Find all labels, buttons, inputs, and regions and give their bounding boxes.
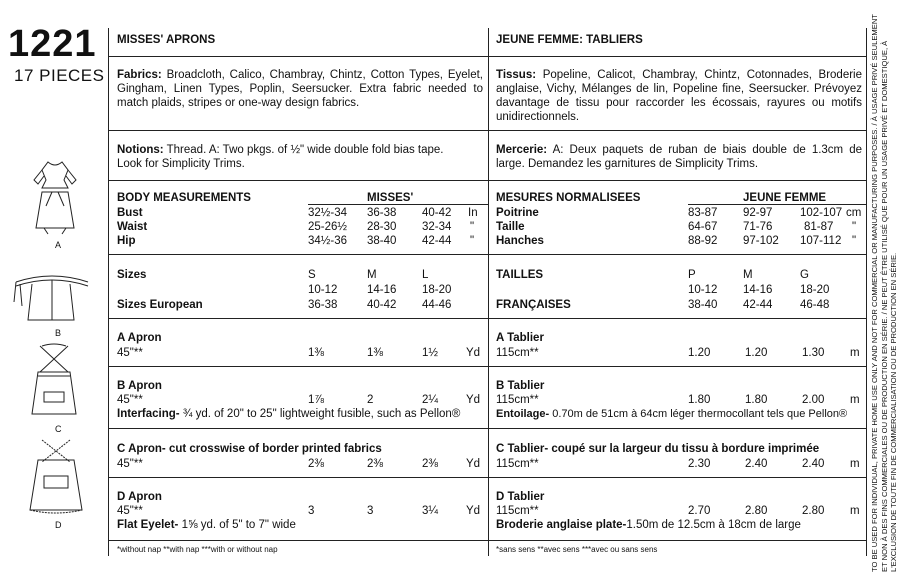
fr-body-header: MESURES NORMALISEES xyxy=(496,192,641,204)
en-d-1: 3 xyxy=(308,505,315,517)
fr-euro-2: 42-44 xyxy=(743,299,773,311)
pieces-count: 17 PIECES xyxy=(14,66,105,85)
en-a-3: 1½ xyxy=(422,347,438,359)
en-bust-2: 36-38 xyxy=(367,207,397,219)
en-hip-unit: " xyxy=(470,235,475,247)
fr-b-2: 1.80 xyxy=(745,394,768,406)
fr-c-width: 115cm** xyxy=(496,458,539,470)
fr-waist-3: 81-87 xyxy=(804,221,834,233)
divider xyxy=(109,477,488,478)
divider xyxy=(489,254,866,255)
apron-c-illustration xyxy=(18,342,90,422)
en-waist-2: 28-30 xyxy=(367,221,397,233)
en-b-label: B Apron xyxy=(117,380,162,392)
fr-bust-label: Poitrine xyxy=(496,207,539,219)
en-b-2: 2 xyxy=(367,394,374,406)
fr-a-2: 1.20 xyxy=(745,347,768,359)
fr-size-p: P xyxy=(688,269,696,281)
fr-d-eyelet: Broderie anglaise plate-1.50m de 12.5cm à 18cm de large xyxy=(496,519,801,531)
divider xyxy=(489,180,866,181)
en-c-label: C Apron- cut crosswise of border printed fabrics xyxy=(117,443,382,455)
en-bust-1: 32½-34 xyxy=(308,207,348,219)
divider xyxy=(489,477,866,478)
fr-b-1: 1.80 xyxy=(688,394,711,406)
divider xyxy=(489,130,866,131)
divider xyxy=(109,366,488,367)
en-bust-unit: In xyxy=(468,207,478,219)
en-size-s: S xyxy=(308,269,316,281)
apron-b-illustration xyxy=(12,262,92,324)
en-bust-label: Bust xyxy=(117,207,143,219)
en-bust-3: 40-42 xyxy=(422,207,452,219)
en-size-m: M xyxy=(367,269,377,281)
fr-c-unit: m xyxy=(850,458,860,470)
fr-d-3: 2.80 xyxy=(802,505,825,517)
fr-a-label: A Tablier xyxy=(496,332,544,344)
en-d-3: 3¼ xyxy=(422,505,438,517)
fr-bust-unit: cm xyxy=(846,207,862,219)
en-size-num-3: 18-20 xyxy=(422,284,452,296)
divider xyxy=(109,254,488,255)
divider xyxy=(109,130,488,131)
en-sizes-euro-label: Sizes European xyxy=(117,299,203,311)
fr-waist-2: 71-76 xyxy=(743,221,773,233)
en-d-2: 3 xyxy=(367,505,374,517)
fr-b-unit: m xyxy=(850,394,860,406)
en-d-eyelet: Flat Eyelet- 1⅝ yd. of 5" to 7" wide xyxy=(117,519,296,531)
en-euro-3: 44-46 xyxy=(422,299,452,311)
en-a-width: 45"** xyxy=(117,347,143,359)
fr-d-1: 2.70 xyxy=(688,505,711,517)
fr-sizes-euro-label: FRANÇAISES xyxy=(496,299,571,311)
en-a-unit: Yd xyxy=(466,347,481,359)
en-body-header: BODY MEASUREMENTS xyxy=(117,192,251,204)
en-a-label: A Apron xyxy=(117,332,162,344)
fr-euro-3: 46-48 xyxy=(800,299,830,311)
divider xyxy=(489,366,866,367)
divider xyxy=(688,204,866,205)
fr-size-num-1: 10-12 xyxy=(688,284,718,296)
fr-c-3: 2.40 xyxy=(802,458,825,470)
fr-a-width: 115cm** xyxy=(496,347,539,359)
divider xyxy=(308,204,488,205)
en-d-unit: Yd xyxy=(466,505,481,517)
en-hip-3: 42-44 xyxy=(422,235,452,247)
divider xyxy=(109,428,488,429)
fr-b-label: B Tablier xyxy=(496,380,545,392)
en-euro-1: 36-38 xyxy=(308,299,338,311)
en-size-num-1: 10-12 xyxy=(308,284,338,296)
fr-euro-1: 38-40 xyxy=(688,299,718,311)
fr-d-width: 115cm** xyxy=(496,505,539,517)
en-size-l: L xyxy=(422,269,429,281)
divider xyxy=(109,56,488,57)
fr-c-label: C Tablier- coupé sur la largeur du tissu à bordure imprimée xyxy=(496,443,820,455)
pattern-number: 1221 xyxy=(8,23,97,65)
fr-size-num-2: 14-16 xyxy=(743,284,773,296)
divider xyxy=(109,318,488,319)
fr-a-1: 1.20 xyxy=(688,347,711,359)
fr-waist-label: Taille xyxy=(496,221,525,233)
en-c-width: 45"** xyxy=(117,458,143,470)
en-hip-2: 38-40 xyxy=(367,235,397,247)
en-c-3: 2⅜ xyxy=(422,458,438,470)
usage-disclaimer: TO BE USED FOR INDIVIDUAL, PRIVATE HOME USE ONLY AND NOT FOR COMMERCIAL OR MANUFACTURING PURPOSES. / À USAGE PRIVÉ SEULEMENT ET NON À DES FINS COMMERCIALES OU DE PRODUCTION EN SÉRIE. / NE PEUT ÊTRE UTILISÉ QUE POUR UN USAGE PRIVÉ ET DOMESTIQUE, À L'EXCLUSION DE TOUTE FIN DE COMMERCIALISATION OU DE PRODUCTION EN SÉRIE. xyxy=(870,14,898,572)
apron-a-illustration xyxy=(20,158,90,238)
en-waist-3: 32-34 xyxy=(422,221,452,233)
divider xyxy=(489,540,866,541)
fr-size-g: G xyxy=(800,269,809,281)
figure-b-label: B xyxy=(55,328,62,338)
fr-waist-unit: " xyxy=(852,221,857,233)
fr-hip-label: Hanches xyxy=(496,235,544,247)
fr-c-1: 2.30 xyxy=(688,458,711,470)
en-b-3: 2¼ xyxy=(422,394,438,406)
divider xyxy=(489,318,866,319)
fr-c-2: 2.40 xyxy=(745,458,768,470)
en-b-1: 1⅞ xyxy=(308,394,324,406)
fr-bust-2: 92-97 xyxy=(743,207,773,219)
fr-size-num-3: 18-20 xyxy=(800,284,830,296)
en-d-label: D Apron xyxy=(117,491,162,503)
fr-hip-3: 107-112 xyxy=(800,235,842,247)
fr-b-width: 115cm** xyxy=(496,394,539,406)
fr-d-unit: m xyxy=(850,505,860,517)
en-fabrics: Fabrics: Broadcloth, Calico, Chambray, Chintz, Cotton Types, Eyelet, Gingham, Linen Types, Poplin, Seersucker. Extra fabric needed to match plaids, stripes or one-way design fabrics. xyxy=(117,69,484,109)
en-b-unit: Yd xyxy=(466,394,481,406)
fr-a-unit: m xyxy=(850,347,860,359)
divider xyxy=(109,180,488,181)
figure-a-label: A xyxy=(55,240,62,250)
fr-misses-header: JEUNE FEMME xyxy=(743,192,827,204)
fr-bust-1: 83-87 xyxy=(688,207,718,219)
fr-d-label: D Tablier xyxy=(496,491,545,503)
en-hip-label: Hip xyxy=(117,235,136,247)
fr-bust-3: 102-107 xyxy=(800,207,843,219)
fr-hip-unit: " xyxy=(852,235,857,247)
en-waist-1: 25-26½ xyxy=(308,221,348,233)
fr-b-interfacing: Entoilage- 0.70m de 51cm à 64cm léger thermocollant tels que Pellon® xyxy=(496,408,848,420)
en-misses-header: MISSES' xyxy=(367,192,414,204)
fr-notions: Mercerie: A: Deux paquets de ruban de biais double de 1.3cm de large. Demandez les garnitures de Simplicity Trims. xyxy=(496,144,862,170)
en-a-2: 1⅜ xyxy=(367,347,383,359)
en-sizes-label: Sizes xyxy=(117,269,147,281)
right-column-divider xyxy=(866,28,867,556)
en-euro-2: 40-42 xyxy=(367,299,397,311)
fr-hip-1: 88-92 xyxy=(688,235,718,247)
figure-c-label: C xyxy=(55,424,62,434)
en-hip-1: 34½-36 xyxy=(308,235,348,247)
en-c-unit: Yd xyxy=(466,458,481,470)
en-title: MISSES' APRONS xyxy=(117,34,216,46)
divider xyxy=(489,428,866,429)
en-a-1: 1⅜ xyxy=(308,347,324,359)
apron-d-illustration xyxy=(20,436,92,518)
divider xyxy=(489,56,866,57)
fr-d-2: 2.80 xyxy=(745,505,768,517)
fr-hip-2: 97-102 xyxy=(743,235,779,247)
fr-sizes-label: TAILLES xyxy=(496,269,544,281)
fr-a-3: 1.30 xyxy=(802,347,825,359)
en-notions: Notions: Thread. A: Two pkgs. of ½" wide double fold bias tape. Look for Simplicity Trims. xyxy=(117,144,444,170)
en-waist-unit: " xyxy=(470,221,475,233)
fr-footnote: *sans sens **avec sens ***avec ou sans sens xyxy=(496,545,658,554)
fr-fabrics: Tissus: Popeline, Calicot, Chambray, Chintz, Cotonnades, Broderie anglaise, Vichy, Mélanges de lin, Popeline fine, Seersucker. Prévoyez davantage de tissu pour raccorder les écossais, rayures ou motifs unidirectionnels. xyxy=(496,69,863,123)
en-size-num-2: 14-16 xyxy=(367,284,397,296)
en-c-1: 2⅜ xyxy=(308,458,324,470)
figure-d-label: D xyxy=(55,520,62,530)
fr-b-3: 2.00 xyxy=(802,394,825,406)
en-waist-label: Waist xyxy=(117,221,148,233)
en-d-width: 45"** xyxy=(117,505,143,517)
en-b-interfacing: Interfacing- ¾ yd. of 20" to 25" lightweight fusible, such as Pellon® xyxy=(117,408,461,420)
fr-waist-1: 64-67 xyxy=(688,221,718,233)
en-footnote: *without nap **with nap ***with or without nap xyxy=(117,545,278,554)
en-b-width: 45"** xyxy=(117,394,143,406)
divider xyxy=(109,540,488,541)
en-c-2: 2⅜ xyxy=(367,458,383,470)
fr-title: JEUNE FEMME: TABLIERS xyxy=(496,34,643,46)
fr-size-m: M xyxy=(743,269,753,281)
